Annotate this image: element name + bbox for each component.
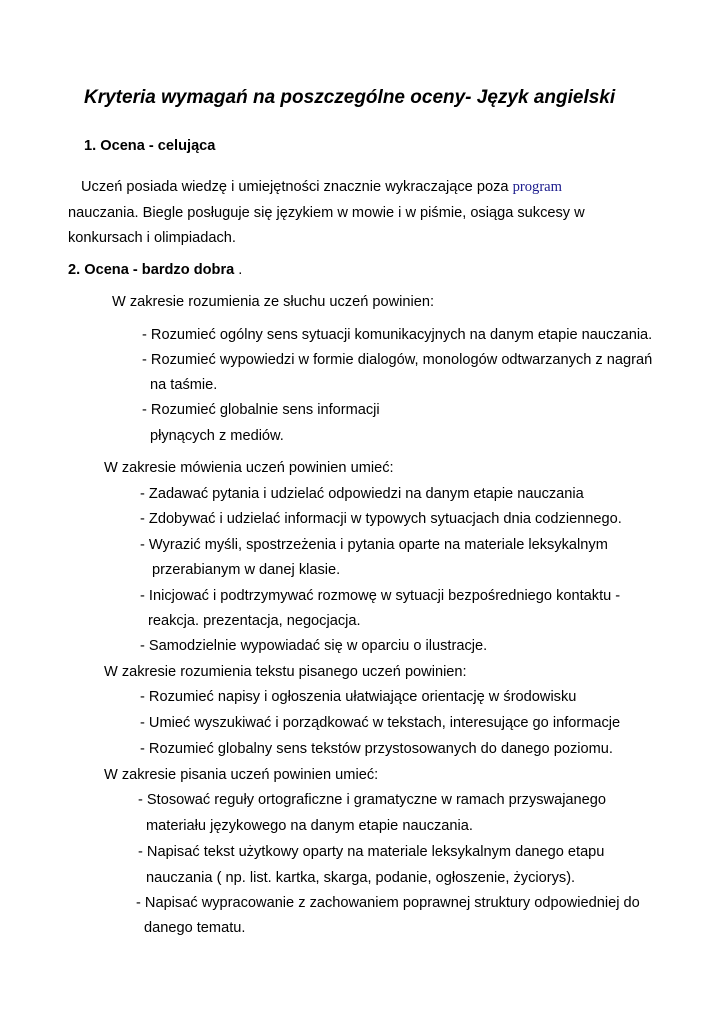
section-1-line-1: [81, 178, 562, 196]
section-1-line-3: konkursach i olimpiadach.: [68, 230, 236, 246]
section-2-heading-suffix: .: [234, 262, 243, 278]
writing-intro: W zakresie pisania uczeń powinien umieć:: [104, 767, 379, 783]
writing-line-1: - Stosować reguły ortograficzne i gramatyczne w ramach przyswajanego: [138, 792, 607, 808]
section-1-line-2: nauczania. Biegle posługuje się językiem w mowie i w piśmie, osiąga sukcesy w: [68, 205, 585, 221]
section-1-heading: 1. Ocena - celująca: [84, 138, 216, 154]
listening-line-1: - Rozumieć ogólny sens sytuacji komunikacyjnych na danym etapie nauczania.: [142, 327, 653, 343]
section-2-heading-text: 2. Ocena - bardzo dobra: [68, 262, 235, 278]
speaking-line-5: - Inicjować i podtrzymywać rozmowę w sytuacji bezpośredniego kontaktu -: [140, 588, 621, 604]
speaking-line-3: - Wyrazić myśli, spostrzeżenia i pytania oparte na materiale leksykalnym: [140, 537, 608, 553]
speaking-line-4: przerabianym w danej klasie.: [152, 562, 341, 578]
speaking-line-1: - Zadawać pytania i udzielać odpowiedzi na danym etapie nauczania: [140, 486, 584, 502]
speaking-line-7: - Samodzielnie wypowiadać się w oparciu o ilustracje.: [140, 638, 488, 654]
listening-line-5: płynących z mediów.: [150, 428, 284, 444]
reading-intro: W zakresie rozumienia tekstu pisanego uczeń powinien:: [104, 664, 467, 680]
writing-line-6: danego tematu.: [144, 920, 246, 936]
listening-line-3: na taśmie.: [150, 377, 218, 393]
reading-line-3: - Rozumieć globalny sens tekstów przystosowanych do danego poziomu.: [140, 741, 613, 757]
program-link[interactable]: program: [512, 179, 563, 195]
writing-line-3: - Napisać tekst użytkowy oparty na materiale leksykalnym danego etapu: [138, 844, 605, 860]
section-1-line-1-text: Uczeń posiada wiedzę i umiejętności znacznie wykraczające poza: [81, 179, 509, 195]
listening-line-2: - Rozumieć wypowiedzi w formie dialogów, monologów odtwarzanych z nagrań: [142, 352, 653, 368]
writing-line-2: materiału językowego na danym etapie nauczania.: [146, 818, 473, 834]
listening-intro: W zakresie rozumienia ze słuchu uczeń powinien:: [112, 294, 435, 310]
reading-line-2: - Umieć wyszukiwać i porządkować w tekstach, interesujące go informacje: [140, 715, 621, 731]
speaking-intro: W zakresie mówienia uczeń powinien umieć:: [104, 460, 394, 476]
reading-line-1: - Rozumieć napisy i ogłoszenia ułatwiające orientację w środowisku: [140, 689, 577, 705]
section-2-heading: [68, 261, 242, 279]
writing-line-4: nauczania ( np. list. kartka, skarga, podanie, ogłoszenie, życiorys).: [146, 870, 576, 886]
writing-line-5: - Napisać wypracowanie z zachowaniem poprawnej struktury odpowiedniej do: [136, 895, 640, 911]
speaking-line-2: - Zdobywać i udzielać informacji w typowych sytuacjach dnia codziennego.: [140, 511, 622, 527]
speaking-line-6: reakcja. prezentacja, negocjacja.: [148, 613, 361, 629]
listening-line-4: - Rozumieć globalnie sens informacji: [142, 402, 380, 418]
page-title: Kryteria wymagań na poszczególne oceny- Język angielski: [84, 87, 616, 108]
